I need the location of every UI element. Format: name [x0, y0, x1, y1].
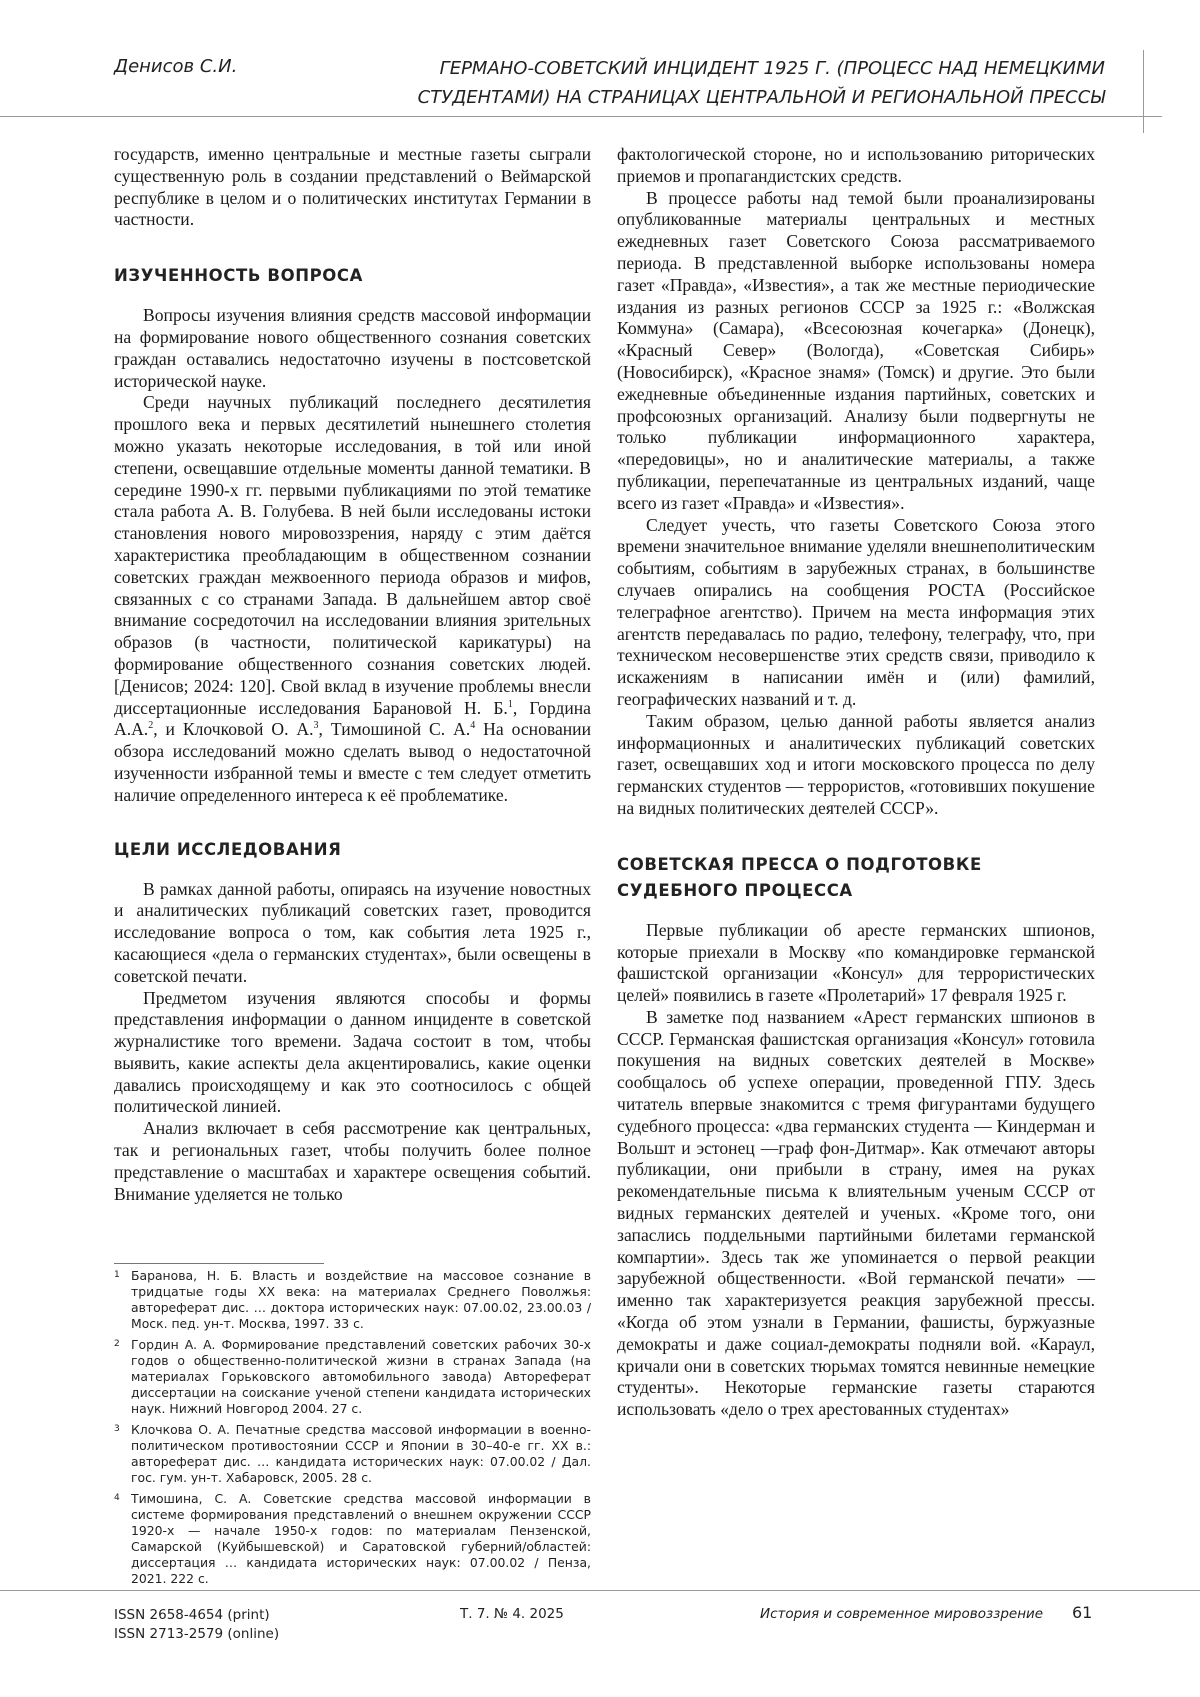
paragraph-materials: В процессе работы над темой были проанализированы опубликованные материалы центральных и местных ежедневных газет Советского Союза рассматриваемого периода. В представленной выборке использованы номера газет «Правда», «Известия», а так же местные периодические издания из разных регионов СССР за 1925 г.: «Волжская Коммуна» (Самара), «Всесоюзная кочегарка» (Донецк), «Красный Север» (Вологда), «Советская Сибирь» (Новосибирск), «Красное знамя» (Томск) и другие. Это были ежедневные объединенные издания партийных, советских и профсоюзных организаций. Анализу были подвергнуты не только публикации информационного характера, «передовицы», но и аналитические материалы, а также публикации, перепечатанные из центральных изданий, чаще всего из газет «Правда» и «Известия».	[617, 187, 1095, 513]
footnote-text-1: Баранова, Н. Б. Власть и воздействие на массовое сознание в тридцатые годы XX века: на материалах Среднего Поволжья: автореферат дис. … доктора исторических наук: 07.00.02, 23.00.03 / Моск. пед. ун-т. Москва, 1997. 33 с.	[131, 1268, 591, 1331]
paragraph-study-2	[114, 392, 591, 806]
footer-issn-print: ISSN 2658-4654 (print)	[114, 1607, 270, 1623]
footnote-3	[114, 1422, 591, 1486]
footer-journal-title: История и современное мировоззрение	[760, 1606, 1044, 1622]
running-header-title-line-1: ГЕРМАНО-СОВЕТСКИЙ ИНЦИДЕНТ 1925 Г. (ПРОЦЕСС НАД НЕМЕЦКИМИ	[439, 58, 1105, 79]
paragraph-study-2-part-b: , Гордина А.А.	[114, 697, 591, 740]
footnote-1	[114, 1268, 591, 1332]
section-heading-press	[617, 852, 1095, 904]
paragraph-intro: государств, именно центральные и местные газеты сыграли существенную роль в создании представлений о Веймарской республике в целом и о политических институтах Германии в частности.	[114, 144, 591, 230]
footnote-separator	[114, 1263, 324, 1264]
page-number: 61	[1072, 1603, 1093, 1622]
paragraph-study-2-part-d: , Тимошиной С. А.	[318, 719, 471, 740]
paragraph-study-1: Вопросы изучения влияния средств массовой информации на формирование нового общественного сознания советских граждан оставались недостаточно изучены в постсоветской исторической науке.	[114, 305, 591, 391]
footnotes	[114, 1268, 591, 1592]
footer-issn	[114, 1606, 279, 1644]
footnote-4	[114, 1491, 591, 1587]
footnote-number-3: 3	[114, 1424, 120, 1434]
footer-volume: Т. 7. № 4. 2025	[460, 1606, 564, 1622]
running-header-title	[390, 54, 1105, 112]
paragraph-goals-1: В рамках данной работы, опираясь на изучение новостных и аналитических публикаций советских газет, проводится исследование вопроса о том, как события лета 1925 г., касающиеся «дела о германских студентах», были освещены в советской печати.	[114, 878, 591, 986]
paragraph-goals-3: Анализ включает в себя рассмотрение как центральных, так и региональных газет, чтобы получить более полное представление о масштабах и характере освещения событий. Внимание уделяется не только	[114, 1118, 591, 1204]
header-rule	[0, 116, 1162, 117]
section-heading-study: ИЗУЧЕННОСТЬ ВОПРОСА	[114, 266, 363, 286]
footnote-number-4: 4	[114, 1493, 120, 1503]
footnote-text-2: Гордин А. А. Формирование представлений советских рабочих 30-х годов о общественно-политической жизни в странах Запада (на материалах Горьковского автомобильного завода) Автореферат диссертации на соискание ученой степени кандидата исторических наук. Нижний Новгород 2004. 27 с.	[131, 1337, 591, 1416]
right-column	[617, 144, 1095, 1421]
footnote-ref-2[interactable]: 2	[148, 720, 154, 732]
footer-rule	[0, 1590, 1200, 1591]
running-header-title-line-2: СТУДЕНТАМИ) НА СТРАНИЦАХ ЦЕНТРАЛЬНОЙ И РЕГИОНАЛЬНОЙ ПРЕССЫ	[417, 87, 1105, 108]
footnote-text-4: Тимошина, С. А. Советские средства массовой информации в системе формирования представлений о внешнем окружении СССР 1920-х — начале 1950-х годов: по материалам Пензенской, Самарской (Куйбышевской) и Саратовской губерний/областей: диссертация … кандидата исторических наук: 07.00.02 / Пенза, 2021. 222 с.	[131, 1491, 591, 1586]
paragraph-aim: Таким образом, целью данной работы является анализ информационных и аналитических публикаций советских газет, освещавших ход и итоги московского процесса по делу германских студентов — террористов, «готовивших покушение на видных политических деятелей СССР».	[617, 710, 1095, 818]
section-heading-goals: ЦЕЛИ ИССЛЕДОВАНИЯ	[114, 839, 342, 859]
left-column	[114, 144, 591, 1205]
paragraph-arrest-note: В заметке под названием «Арест германских шпионов в СССР. Германская фашистская организация «Консул» готовила покушения на видных советских деятелей в Москве» сообщалось об успехе операции, проведенной ГПУ. Здесь читатель впервые знакомится с тремя фигурантами будущего судебного процесса: «два германских студента — Киндерман и Вольшт и эстонец —граф фон-Дитмар». Как отмечают авторы публикации, они прибыли в страну, имея на руках рекомендательные письма к влиятельным ученым СССР от видных германских деятелей и ученых. «Кроме того, они запаслись поддельными партийными билетами германской компартии». Здесь так же упоминается о первой реакции зарубежной общественности. «Вой германской печати» — именно так характеризуется реакция зарубежной прессы. «Когда об этом узнали в Германии, фашисты, буржуазные демократы и даже социал-демократы подняли вой. «Караул, кричали они в советских тюрьмах томятся невинные немецкие студенты». Некоторые германские газеты стараются использовать «дело о трех арестованных студентах»	[617, 1006, 1095, 1420]
footer-issn-online: ISSN 2713-2579 (online)	[114, 1626, 280, 1642]
paragraph-goals-2: Предметом изучения являются способы и формы представления информации о данном инциденте в советской журналистике того времени. Задача состоит в том, чтобы выявить, какие аспекты дела акцентировались, какие оценки давались происходящему и как это соотносилось с общей политической линией.	[114, 987, 591, 1117]
footnote-2	[114, 1337, 591, 1417]
footnote-ref-4[interactable]: 4	[470, 720, 476, 732]
footnote-ref-1[interactable]: 1	[507, 698, 513, 710]
paragraph-continued: фактологической стороне, но и использованию риторических приемов и пропагандистских средств.	[617, 144, 1095, 186]
section-heading-press-line-2: СУДЕБНОГО ПРОЦЕССА	[617, 880, 853, 900]
paragraph-first-publications: Первые публикации об аресте германских шпионов, которые приехали в Москву «по командировке германской фашистской организации «Консул» для террористических целей» появились в газете «Пролетарий» 17 февраля 1925 г.	[617, 919, 1095, 1006]
paragraph-study-2-part-e: На основании обзора исследований можно сделать вывод о недостаточной изученности избранной темы и вместе с тем следует отметить наличие определенного интереса к её проблематике.	[114, 719, 592, 805]
header-vertical-rule	[1143, 50, 1144, 133]
paragraph-foreign-news: Следует учесть, что газеты Советского Союза этого времени значительное внимание уделяли внешнеполитическим событиям, событиям в зарубежных странах, в большинстве случаев опирались на сообщения РОСТА (Российское телеграфное агентство). Причем на места информация этих агентств передавалась по радио, телефону, телеграфу, что, при техническом несовершенстве этих средств связи, приводило к искажениям в написании имён и (или) фамилий, географических названий и т. д.	[617, 514, 1095, 709]
running-header-author: Денисов С.И.	[114, 56, 238, 77]
footnote-ref-3[interactable]: 3	[313, 720, 319, 732]
footnote-number-1: 1	[114, 1270, 120, 1280]
footnote-text-3: Клочкова О. А. Печатные средства массовой информации в военно-политическом противостоянии СССР и Японии в 30–40-е гг. XX в.: автореферат дис. … кандидата исторических наук: 07.00.02 / Дал. гос. гум. ун-т. Хабаровск, 2005. 28 с.	[131, 1422, 591, 1485]
footnote-number-2: 2	[114, 1339, 120, 1349]
paragraph-study-2-part-c: , и Клочковой О. А.	[153, 719, 314, 740]
paragraph-study-2-part-a: Среди научных публикаций последнего десятилетия прошлого века и первых десятилетий нынешнего столетия можно указать некоторые исследования, в той или иной степени, освещавшие отдельные моменты данной тематики. В середине 1990-х гг. первыми публикациями по этой тематике стала работа А. В. Голубева. В ней были исследованы истоки становления нового мировоззрения, наряду с этим даётся характеристика преобладающим в общественном сознании советских граждан межвоенного периода образов и мифов, связанных с со странами Запада. В дальнейшем автор своё внимание сосредоточил на исследовании влияния зрительных образов (в частности, политической карикатуры) на формирование общественного сознания советских людей. [Денисов; 2024: 120]. Свой вклад в изучение проблемы внесли диссертационные исследования Барановой Н. Б.	[114, 392, 591, 718]
section-heading-press-line-1: СОВЕТСКАЯ ПРЕССА О ПОДГОТОВКЕ	[617, 854, 982, 874]
